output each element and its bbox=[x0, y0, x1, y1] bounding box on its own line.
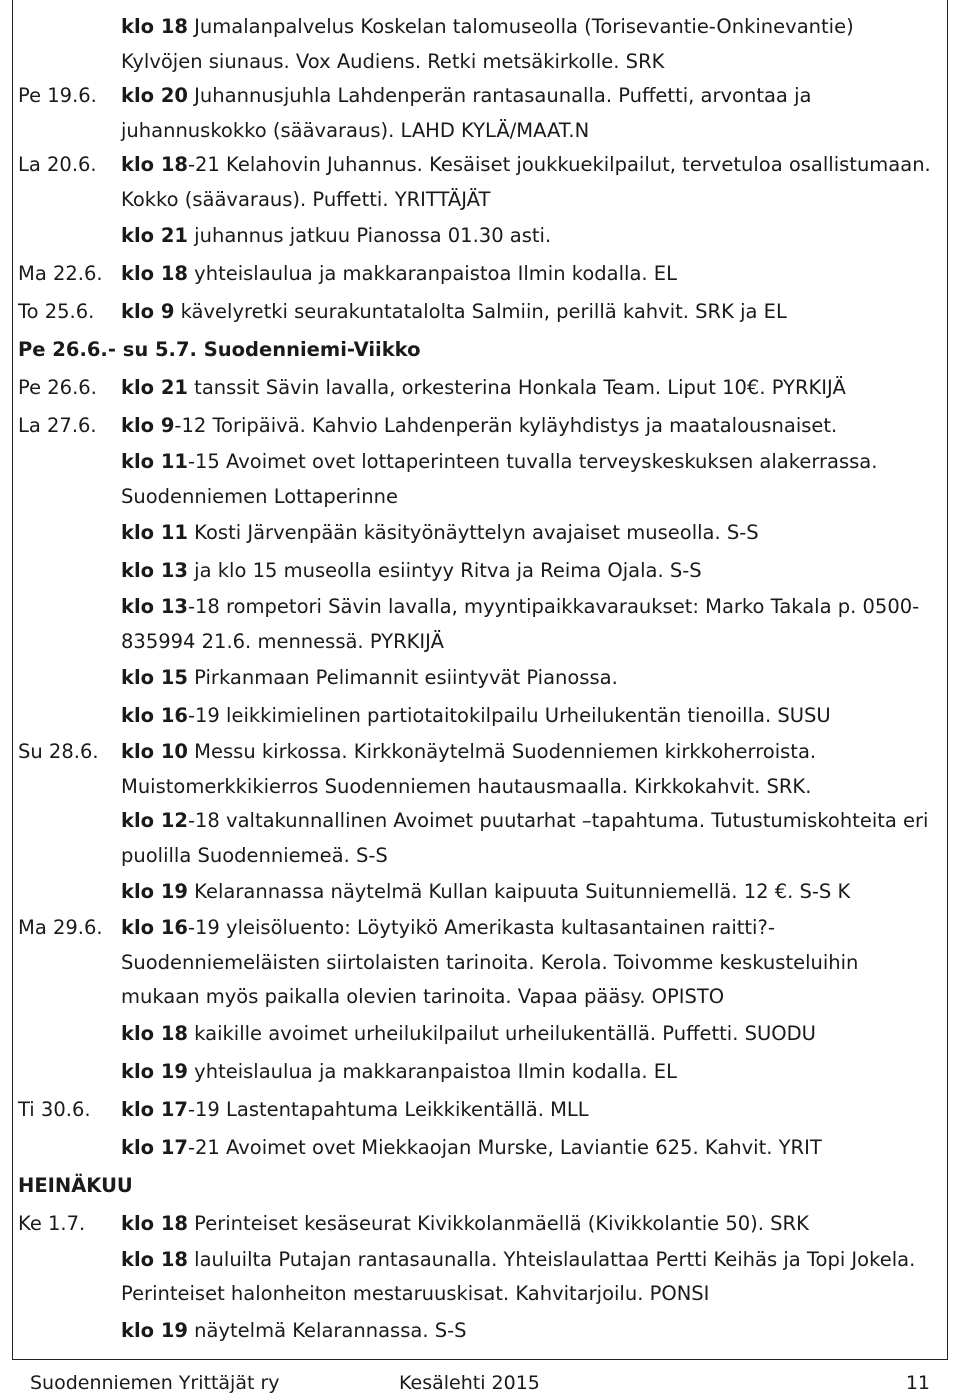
event-row bbox=[18, 514, 950, 552]
event-text: Kosti Järvenpään käsityönäyttelyn avajaiset museolla. S-S bbox=[187, 521, 759, 544]
event-row bbox=[18, 79, 950, 148]
event-text: Messu kirkossa. Kirkkonäytelmä Suodenniemen kirkkoherroista. Muistomerkkikierros Suodenniemen hautausmaalla. Kirkkokahvit. SRK. bbox=[121, 740, 817, 798]
event-time: klo 17 bbox=[121, 1135, 188, 1159]
event-description bbox=[121, 255, 950, 293]
event-time: klo 9 bbox=[121, 414, 175, 437]
event-row bbox=[18, 407, 950, 445]
event-text: Juhannusjuhla Lahdenperän rantasaunalla. Puffetti, arvontaa ja juhannuskokko (säävaraus). LAHD KYLÄ/MAAT.N bbox=[121, 84, 812, 142]
event-date bbox=[18, 1129, 121, 1167]
event-row bbox=[18, 1053, 950, 1091]
event-row bbox=[18, 10, 950, 79]
event-text: -18 rompetori Sävin lavalla, myyntipaikkavaraukset: Marko Takala p. 0500-835994 21.6. mennessä. PYRKIJÄ bbox=[121, 595, 920, 653]
event-row bbox=[18, 369, 950, 407]
event-date: Pe 26.6. bbox=[18, 376, 97, 399]
event-row bbox=[18, 697, 950, 735]
event-time: klo 11 bbox=[121, 450, 188, 473]
event-time: klo 16 bbox=[121, 916, 188, 939]
event-text: Pirkanmaan Pelimannit esiintyvät Pianossa. bbox=[187, 666, 618, 689]
event-description bbox=[121, 148, 950, 217]
event-time: klo 21 bbox=[121, 224, 188, 247]
event-date bbox=[18, 804, 121, 873]
event-text: -12 Toripäivä. Kahvio Lahdenperän kyläyhdistys ja maatalousnaiset. bbox=[174, 414, 838, 437]
event-description bbox=[121, 804, 950, 873]
event-date bbox=[18, 445, 121, 514]
event-row bbox=[18, 1205, 950, 1243]
event-date bbox=[18, 659, 121, 697]
event-date bbox=[18, 873, 121, 911]
event-time: klo 18 bbox=[121, 1211, 188, 1235]
event-text: juhannus jatkuu Pianossa 01.30 asti. bbox=[187, 224, 552, 247]
event-description bbox=[121, 293, 950, 331]
event-description bbox=[121, 407, 950, 445]
event-row bbox=[18, 217, 950, 255]
event-description bbox=[121, 514, 950, 552]
event-row bbox=[18, 873, 950, 911]
event-text: -19 leikkimielinen partiotaitokilpailu Urheilukentän tienoilla. SUSU bbox=[187, 704, 831, 727]
event-description bbox=[121, 659, 950, 697]
footer-issue: Kesälehti 2015 bbox=[399, 1372, 540, 1394]
event-row bbox=[18, 911, 950, 1015]
event-description bbox=[121, 552, 950, 590]
event-date: Ma 22.6. bbox=[18, 262, 103, 285]
event-time: klo 12 bbox=[121, 809, 188, 832]
event-text: yhteislaulua ja makkaranpaistoa Ilmin kodalla. EL bbox=[187, 1059, 677, 1083]
event-time: klo 18 bbox=[121, 153, 188, 176]
event-date: To 25.6. bbox=[18, 300, 95, 323]
section-heading: Pe 26.6.- su 5.7. Suodenniemi-Viikko bbox=[18, 338, 421, 361]
event-description bbox=[121, 1243, 950, 1312]
event-time: klo 11 bbox=[121, 521, 188, 544]
event-text: -21 Avoimet ovet Miekkaojan Murske, Laviantie 625. Kahvit. YRIT bbox=[187, 1135, 822, 1159]
event-row bbox=[18, 1312, 950, 1350]
event-time: klo 17 bbox=[121, 1097, 188, 1121]
event-description bbox=[121, 735, 950, 804]
event-date bbox=[18, 1015, 121, 1053]
event-time: klo 18 bbox=[121, 262, 188, 285]
event-text: kaikille avoimet urheilukilpailut urheilukentällä. Puffetti. SUODU bbox=[187, 1021, 816, 1045]
event-date: Ti 30.6. bbox=[18, 1097, 91, 1121]
event-description bbox=[121, 590, 950, 659]
event-text: kävelyretki seurakuntatalolta Salmiin, perillä kahvit. SRK ja EL bbox=[174, 300, 787, 323]
event-row bbox=[18, 148, 950, 217]
event-row bbox=[18, 293, 950, 331]
event-time: klo 18 bbox=[121, 1021, 188, 1045]
event-row bbox=[18, 1129, 950, 1167]
event-date: Ke 1.7. bbox=[18, 1211, 86, 1235]
page-number: 11 bbox=[905, 1372, 930, 1394]
event-description bbox=[121, 697, 950, 735]
event-time: klo 15 bbox=[121, 666, 188, 689]
event-time: klo 19 bbox=[121, 1318, 188, 1342]
event-time: klo 13 bbox=[121, 559, 188, 582]
event-date bbox=[18, 1053, 121, 1091]
event-date bbox=[18, 1312, 121, 1350]
event-text: näytelmä Kelarannassa. S-S bbox=[187, 1318, 467, 1342]
event-row bbox=[18, 552, 950, 590]
event-description bbox=[121, 1205, 950, 1243]
event-time: klo 19 bbox=[121, 1059, 188, 1083]
event-row bbox=[18, 659, 950, 697]
event-text: -19 yleisöluento: Löytyikö Amerikasta kultasantainen raitti?- Suodenniemeläisten siirtolaisten tarinoita. Kerola. Toivomme keskusteluihin mukaan myös paikalla olevien tarinoita. Vapaa pääsy. OPISTO bbox=[121, 916, 859, 1008]
event-calendar bbox=[18, 10, 950, 1350]
event-description bbox=[121, 873, 950, 911]
event-text: Kelarannassa näytelmä Kullan kaipuuta Suitunniemellä. 12 €. S-S K bbox=[187, 880, 851, 903]
event-description bbox=[121, 1053, 950, 1091]
event-row bbox=[18, 445, 950, 514]
footer-publisher: Suodenniemen Yrittäjät ry bbox=[30, 1372, 280, 1394]
event-description bbox=[121, 1129, 950, 1167]
event-text: Jumalanpalvelus Koskelan talomuseolla (Torisevantie-Onkinevantie) Kylvöjen siunaus. Vox Audiens. Retki metsäkirkolle. SRK bbox=[121, 15, 854, 73]
event-date: Pe 19.6. bbox=[18, 84, 97, 107]
event-date bbox=[18, 10, 121, 79]
event-date: Su 28.6. bbox=[18, 740, 99, 763]
event-row bbox=[18, 255, 950, 293]
event-description bbox=[121, 1015, 950, 1053]
event-description bbox=[121, 1091, 950, 1129]
event-time: klo 18 bbox=[121, 1247, 188, 1271]
event-description bbox=[121, 79, 950, 148]
event-text: -15 Avoimet ovet lottaperinteen tuvalla terveyskeskuksen alakerrassa. Suodenniemen Lottaperinne bbox=[121, 450, 878, 508]
event-date bbox=[18, 514, 121, 552]
event-date bbox=[18, 697, 121, 735]
event-text: lauluilta Putajan rantasaunalla. Yhteislaulattaa Pertti Keihäs ja Topi Jokela. Perinteiset halonheiton mestaruuskisat. Kahvitarjoilu. PONSI bbox=[121, 1247, 916, 1305]
event-date: La 27.6. bbox=[18, 414, 97, 437]
event-date bbox=[18, 552, 121, 590]
event-time: klo 16 bbox=[121, 704, 188, 727]
event-time: klo 9 bbox=[121, 300, 175, 323]
event-description bbox=[121, 911, 950, 1015]
event-date bbox=[18, 217, 121, 255]
event-row bbox=[18, 590, 950, 659]
section-heading: HEINÄKUU bbox=[18, 1173, 133, 1197]
event-row bbox=[18, 804, 950, 873]
event-description bbox=[121, 445, 950, 514]
event-time: klo 19 bbox=[121, 880, 188, 903]
event-description bbox=[121, 369, 950, 407]
event-text: ja klo 15 museolla esiintyy Ritva ja Reima Ojala. S-S bbox=[187, 559, 702, 582]
event-description bbox=[121, 1312, 950, 1350]
event-row bbox=[18, 1091, 950, 1129]
event-description bbox=[121, 10, 950, 79]
event-text: -18 valtakunnallinen Avoimet puutarhat –tapahtuma. Tutustumiskohteita eri puolilla Suodenniemeä. S-S bbox=[121, 809, 929, 867]
event-description bbox=[121, 217, 950, 255]
event-row bbox=[18, 1015, 950, 1053]
event-time: klo 20 bbox=[121, 84, 188, 107]
event-date: La 20.6. bbox=[18, 153, 97, 176]
event-row bbox=[18, 735, 950, 804]
event-text: -19 Lastentapahtuma Leikkikentällä. MLL bbox=[187, 1097, 589, 1121]
event-time: klo 13 bbox=[121, 595, 188, 618]
event-time: klo 18 bbox=[121, 15, 188, 38]
event-text: -21 Kelahovin Juhannus. Kesäiset joukkuekilpailut, tervetuloa osallistumaan. Kokko (säävaraus). Puffetti. YRITTÄJÄT bbox=[121, 153, 931, 211]
event-row bbox=[18, 1243, 950, 1312]
event-date bbox=[18, 1243, 121, 1312]
event-time: klo 10 bbox=[121, 740, 188, 763]
event-time: klo 21 bbox=[121, 376, 188, 399]
event-date bbox=[18, 590, 121, 659]
event-text: tanssit Sävin lavalla, orkesterina Honkala Team. Liput 10€. PYRKIJÄ bbox=[187, 376, 846, 399]
event-date: Ma 29.6. bbox=[18, 916, 103, 939]
event-text: yhteislaulua ja makkaranpaistoa Ilmin kodalla. EL bbox=[187, 262, 677, 285]
event-text: Perinteiset kesäseurat Kivikkolanmäellä (Kivikkolantie 50). SRK bbox=[187, 1211, 809, 1235]
